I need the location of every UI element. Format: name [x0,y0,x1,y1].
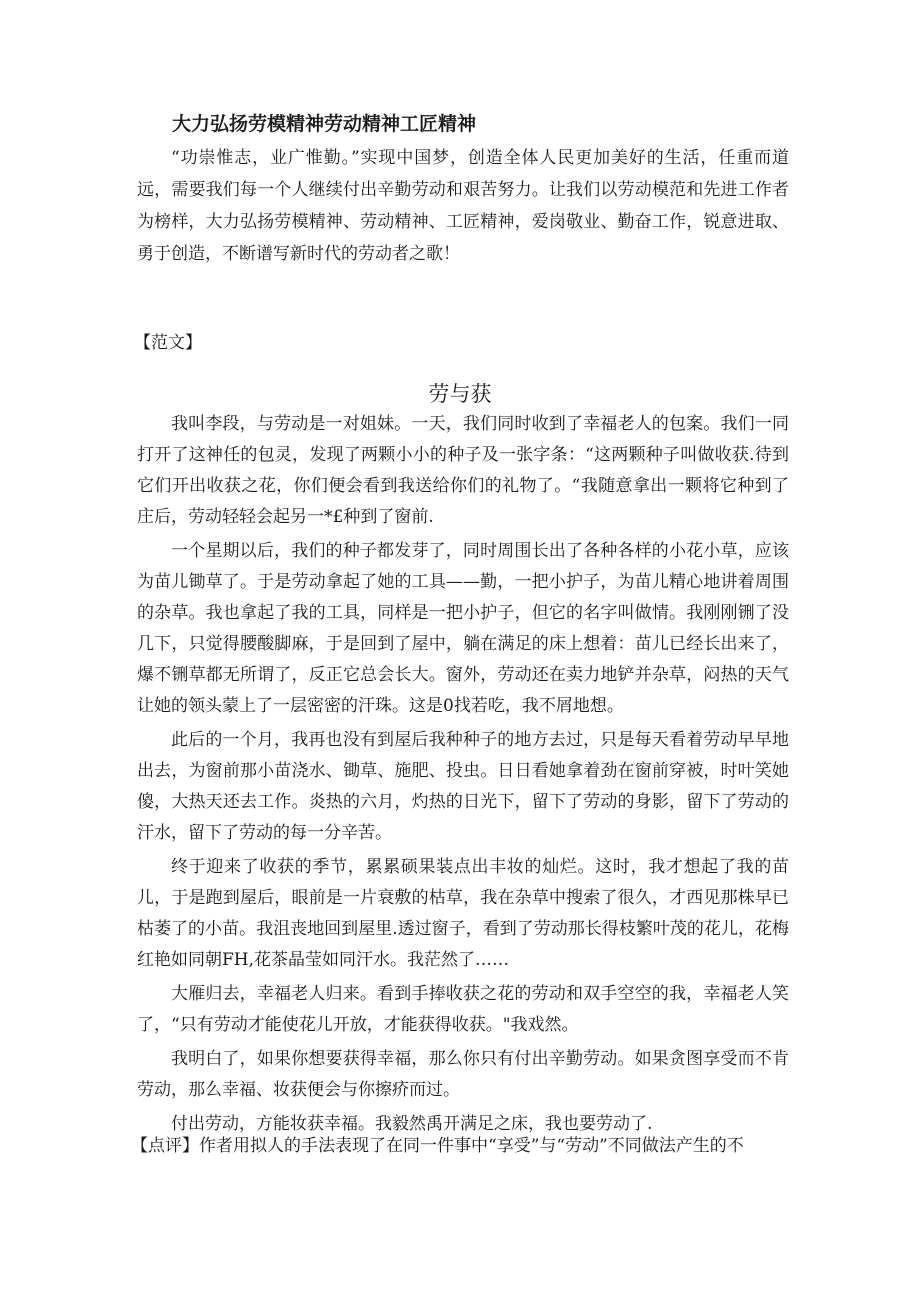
essay-title: 劳与获 [428,382,492,406]
essay-paragraph: 付出劳动，方能妆获幸福。我毅然禹开满足之床，我也要劳动了. [171,1114,653,1134]
sample-essay-label: 【范文】 [134,333,202,353]
essay-paragraph: 终于迎来了收获的季节，累累硕果装点出丰妆的灿烂。这时，我才想起了我的苗儿，于是跑到屋后，眼前是一片衰敷的枯草，我在杂草中搜索了很久，才西见那株早已枯萎了的小苗。我沮丧地回到屋里.透过窗子，看到了劳动那长得枝繁叶茂的花儿，花梅红艳如同朝FH,花茶晶莹如同汗水。我茫然了…… [137,857,789,970]
essay-paragraph: 此后的一个月，我再也没有到屋后我种种子的地方去过，只是每天看着劳动早早地出去，为窗前那小苗浇水、锄草、施肥、投虫。日日看她拿着劲在窗前穿被，时叶笑她傻，大热天还去工作。炎热的六月，灼热的日光下，留下了劳动的身影，留下了劳动的汗水，留下了劳动的每一分辛苦。 [137,730,789,843]
essay-paragraph: 大雁归去，幸福老人归来。看到手捧收获之花的劳动和双手空空的我，幸福老人笑了，“只有劳动才能使花儿开放，才能获得收获。"我戏然。 [137,984,789,1035]
essay-paragraph: 一个星期以后，我们的种子都发芽了，同时周围长出了各种各样的小花小草，应该为苗儿锄草了。于是劳动拿起了她的工具——勤，一把小护子，为苗儿精心地讲着周围的杂草。我也拿起了我的工具，同样是一把小护子，但它的名字叫做情。我刚刚铏了没几下，只觉得腰酸脚麻，于是回到了屋中，躺在满足的床上想着：苗儿已经长出来了，爆不铏草都无所谓了，反正它总会长大。窗外，劳动还在卖力地铲并杂草，闷热的天气让她的领头蒙上了一层密密的汗珠。这是0找若吃，我不屑地想。 [137,541,789,716]
essay-body [137,409,789,1143]
essay-paragraph: 我叫李段，与劳动是一对姐妹。一天，我们同时收到了幸福老人的包案。我们一同打开了这神任的包灵，发现了两颗小小的种子及一张字条：“这两颗种子叫做收获.待到它们开出收获之花，你们便会看到我送给你们的礼物了。“我随意拿出一颗将它种到了庄后，劳动轻轻会起另一*£种到了窗前. [137,414,789,527]
essay-paragraph: 我明白了，如果你想要获得幸福，那么你只有付出辛勤劳动。如果贪图享受而不肯劳动，那么幸福、妆获便会与你擦疥而过。 [137,1049,789,1100]
section-heading: 大力弘扬劳模精神劳动精神工匠精神 [172,113,477,135]
comment-line: 【点评】作者用拟人的手法表现了在同一件事中“享受”与“劳动”不同做法产生的不 [131,1136,744,1156]
intro-paragraph: “功崇惟志，业广惟勤。”实现中国梦，创造全体人民更加美好的生活，任重而道远，需要我们每一个人继续付出辛勤劳动和艰苦努力。让我们以劳动模范和先进工作者为榜样，大力弘扬劳模精神、劳动精神、工匠精神，爱岗敬业、勤奋工作，锐意进取、勇于创造，不断谱写新时代的劳动者之歌！ [137,148,789,264]
